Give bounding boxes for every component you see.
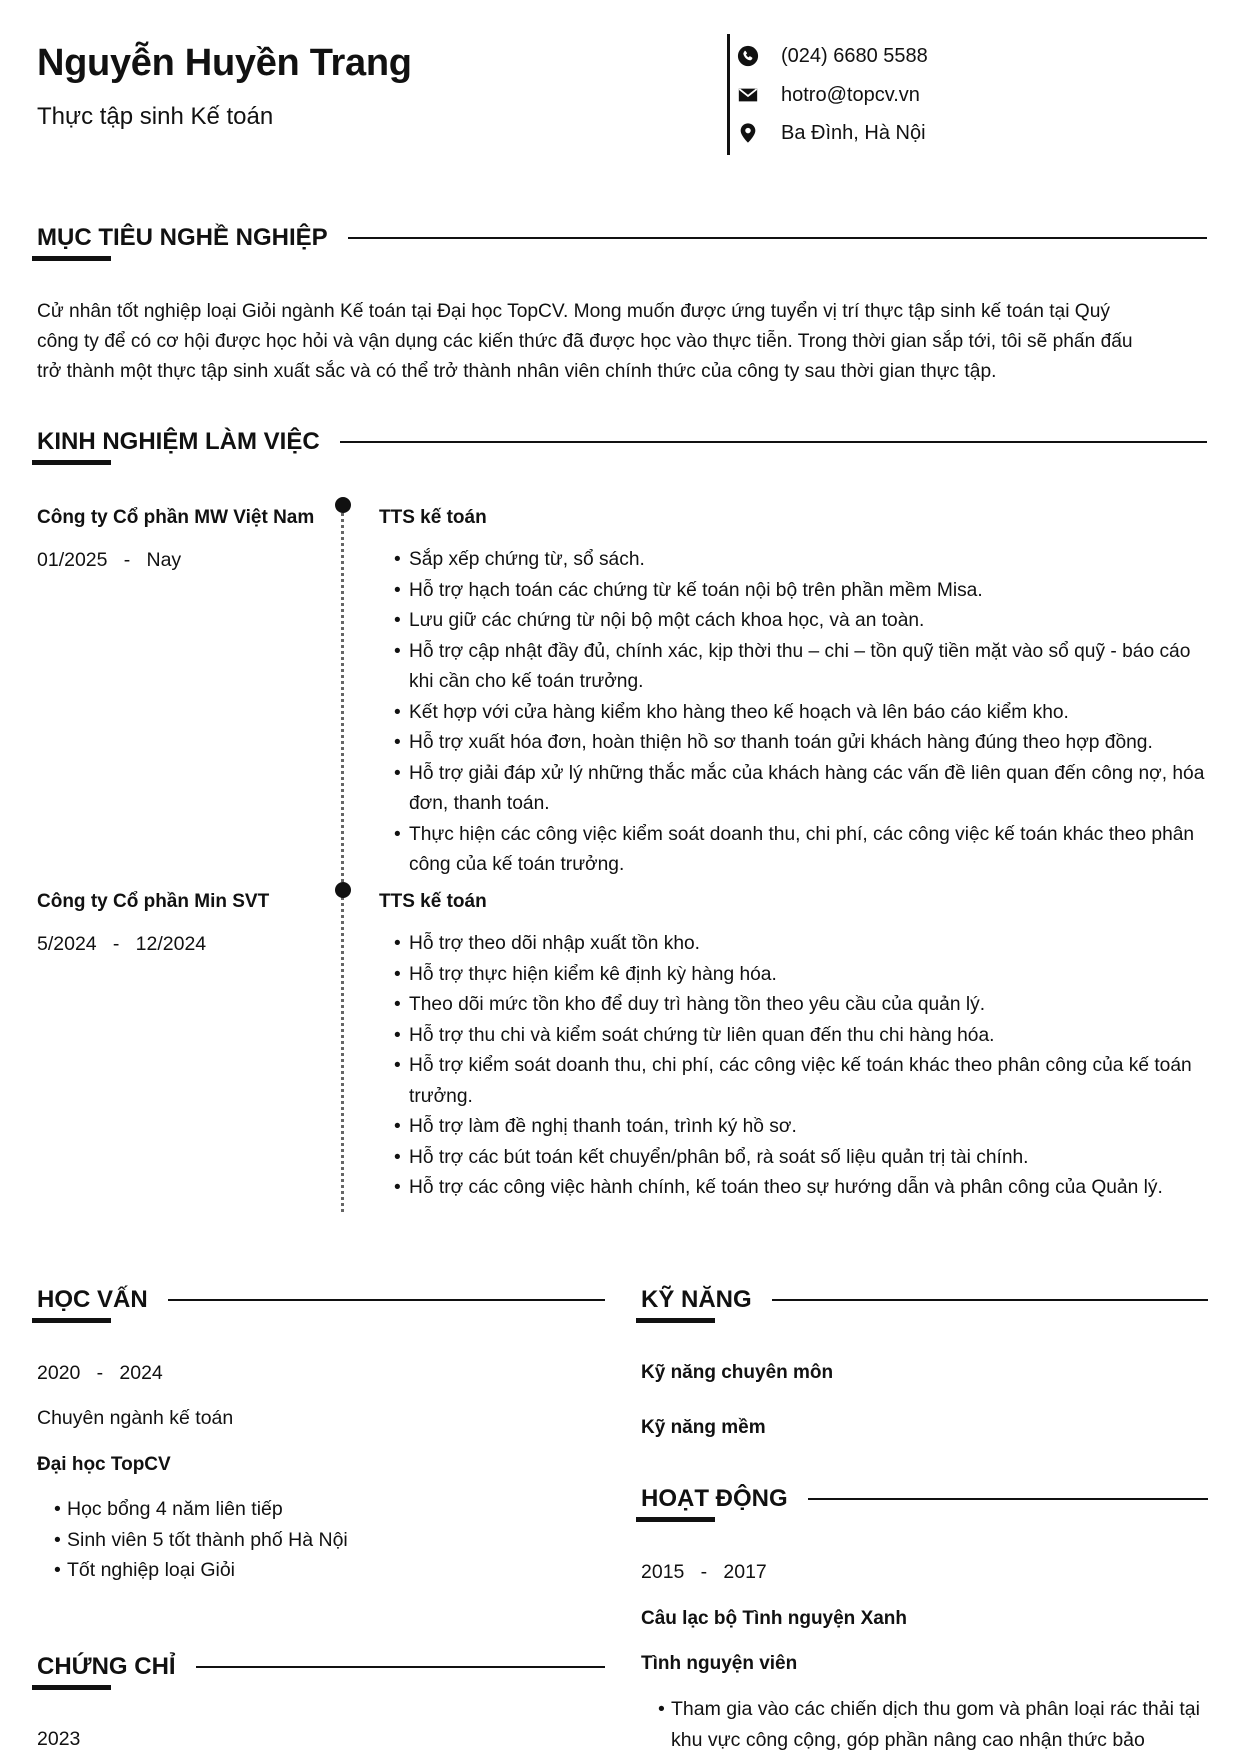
list-item: • Hỗ trợ cập nhật đầy đủ, chính xác, kịp thời thu – chi – tồn quỹ tiền mặt vào sổ quỹ - báo cáo khi cần cho kế toán trưởng. <box>379 637 1209 698</box>
timeline-dot <box>335 882 351 898</box>
job-date: 5/2024 - 12/2024 <box>37 933 207 955</box>
list-item: • Hỗ trợ kiểm soát doanh thu, chi phí, các công việc kế toán khác theo phân công của kế toán trưởng. <box>379 1051 1209 1112</box>
objective-line: công ty để có cơ hội được học hỏi và vận dụng các kiến thức đã được học vào thực tiễn. Trong thời gian sắp tới, tôi sẽ phấn đấu <box>37 331 1133 352</box>
map-pin-icon <box>735 120 761 146</box>
education-school: Đại học TopCV <box>37 1454 171 1475</box>
list-item: • Hỗ trợ giải đáp xử lý những thắc mắc của khách hàng các vấn đề liên quan đến công nợ, hóa đơn, thanh toán. <box>379 759 1209 820</box>
section-underline <box>32 1685 111 1690</box>
list-item: • Thực hiện các công việc kiểm soát doanh thu, chi phí, các công việc kế toán khác theo phân công của kế toán trưởng. <box>379 820 1209 881</box>
job-date: 01/2025 - Nay <box>37 549 182 571</box>
section-title: MỤC TIÊU NGHỀ NGHIỆP <box>37 223 348 253</box>
activity-date: 2015 - 2017 <box>641 1561 767 1583</box>
section-rule <box>804 1498 1208 1500</box>
phone-icon <box>735 43 761 69</box>
activity-organization: Câu lạc bộ Tình nguyện Xanh <box>641 1608 908 1629</box>
contact-email <box>733 80 1193 110</box>
education-date: 2020 - 2024 <box>37 1362 163 1384</box>
objective-text <box>37 297 1207 387</box>
list-item: • Hỗ trợ làm đề nghị thanh toán, trình ký hồ sơ. <box>379 1112 1209 1143</box>
section-experience <box>37 427 1207 477</box>
job-role: TTS kế toán <box>379 507 487 528</box>
job-role: TTS kế toán <box>379 891 487 912</box>
list-item: • Hỗ trợ thu chi và kiểm soát chứng từ liên quan đến thu chi hàng hóa. <box>379 1021 1209 1052</box>
skill-item: Kỹ năng chuyên môn <box>641 1362 834 1383</box>
section-underline <box>636 1318 715 1323</box>
certificate-date: 2023 <box>37 1728 81 1750</box>
list-item: • Kết hợp với cửa hàng kiểm kho hàng theo kế hoạch và lên báo cáo kiểm kho. <box>379 698 1209 729</box>
contact-address <box>733 118 1193 148</box>
section-title: HOẠT ĐỘNG <box>641 1484 808 1514</box>
email-text: hotro@topcv.vn <box>781 83 920 106</box>
candidate-name: Nguyễn Huyền Trang <box>37 42 412 84</box>
job-company: Công ty Cổ phần Min SVT <box>37 891 270 912</box>
activity-details <box>641 1694 1206 1755</box>
objective-line: trở thành một thực tập sinh xuất sắc và có thể trở thành nhân viên chính thức của công ty sau thời gian thực tập. <box>37 361 997 382</box>
section-rule <box>192 1666 605 1668</box>
job-duties <box>379 545 1209 881</box>
list-item: • Học bổng 4 năm liên tiếp <box>37 1494 597 1525</box>
section-underline <box>32 256 111 261</box>
education-major: Chuyên ngành kế toán <box>37 1407 234 1429</box>
experience-timeline <box>341 500 344 1212</box>
section-underline <box>32 460 111 465</box>
list-item: • Hỗ trợ các công việc hành chính, kế toán theo sự hướng dẫn và phân công của Quản lý. <box>379 1173 1209 1204</box>
list-item: • Hỗ trợ các bút toán kết chuyển/phân bổ, rà soát số liệu quản trị tài chính. <box>379 1143 1209 1174</box>
envelope-icon <box>735 82 761 108</box>
skill-item: Kỹ năng mềm <box>641 1417 766 1438</box>
section-underline <box>636 1517 715 1522</box>
list-item: • Hỗ trợ theo dõi nhập xuất tồn kho. <box>379 929 1209 960</box>
list-item: • Hỗ trợ xuất hóa đơn, hoàn thiện hồ sơ thanh toán gửi khách hàng đúng theo hợp đồng. <box>379 728 1209 759</box>
address-text: Ba Đình, Hà Nội <box>781 121 926 144</box>
list-item: • Tham gia vào các chiến dịch thu gom và phân loại rác thải tại khu vực công cộng, góp phần nâng cao nhận thức bảo <box>641 1694 1206 1755</box>
section-title: KỸ NĂNG <box>641 1285 772 1315</box>
activity-role: Tình nguyện viên <box>641 1653 798 1674</box>
list-item: • Lưu giữ các chứng từ nội bộ một cách khoa học, và an toàn. <box>379 606 1209 637</box>
section-education <box>37 1285 605 1335</box>
job-duties <box>379 929 1209 1204</box>
section-title: CHỨNG CHỈ <box>37 1652 196 1682</box>
list-item: • Tốt nghiệp loại Giỏi <box>37 1555 597 1586</box>
section-title: HỌC VẤN <box>37 1285 168 1315</box>
section-underline <box>32 1318 111 1323</box>
section-objective <box>37 223 1207 273</box>
section-title: KINH NGHIỆM LÀM VIỆC <box>37 427 340 457</box>
phone-text: (024) 6680 5588 <box>781 44 928 67</box>
section-rule <box>771 1299 1208 1301</box>
section-skills <box>641 1285 1208 1335</box>
education-achievements <box>37 1494 597 1586</box>
list-item: • Theo dõi mức tồn kho để duy trì hàng tồn theo yêu cầu của quản lý. <box>379 990 1209 1021</box>
objective-line: Cử nhân tốt nghiệp loại Giỏi ngành Kế toán tại Đại học TopCV. Mong muốn được ứng tuyển vị trí thực tập sinh kế toán tại Quý <box>37 301 1110 322</box>
section-rule <box>167 1299 605 1301</box>
header-divider <box>727 34 730 155</box>
candidate-job-title: Thực tập sinh Kế toán <box>37 103 274 130</box>
list-item: • Sinh viên 5 tốt thành phố Hà Nội <box>37 1525 597 1556</box>
contact-phone <box>733 41 1193 71</box>
list-item: • Hỗ trợ hạch toán các chứng từ kế toán nội bộ trên phần mềm Misa. <box>379 576 1209 607</box>
section-activities <box>641 1484 1208 1534</box>
timeline-dot <box>335 497 351 513</box>
list-item: • Sắp xếp chứng từ, sổ sách. <box>379 545 1209 576</box>
section-rule <box>337 237 1207 239</box>
job-company: Công ty Cổ phần MW Việt Nam <box>37 507 315 528</box>
list-item: • Hỗ trợ thực hiện kiểm kê định kỳ hàng hóa. <box>379 960 1209 991</box>
section-certificates <box>37 1652 605 1702</box>
section-rule <box>337 441 1207 443</box>
